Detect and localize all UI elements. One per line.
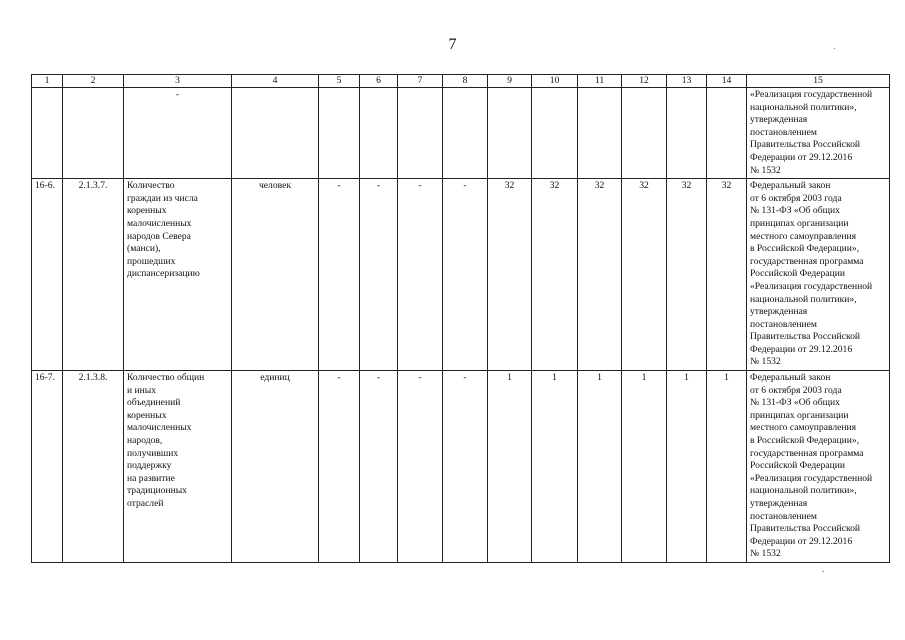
table-cell	[488, 88, 532, 179]
table-cell	[622, 88, 667, 179]
value-cell: -	[319, 179, 360, 371]
legal-basis-cell: Федеральный закон от 6 октября 2003 года № 131-ФЗ «Об общих принципах организации местного самоуправления в Российской Федерации», государственная программа Российской Федерации «Реализация государственной национальной политики», утвержденная постановлением Правительства Российской Федерации от 29.12.2016 № 1532	[747, 371, 890, 563]
header-cell: 11	[578, 75, 622, 88]
value-cell: 1	[667, 371, 707, 563]
indicator-name-cell: Количество граждан из числа коренных малочисленных народов Севера (манси), прошедших диспансеризацию	[124, 179, 232, 371]
value-cell: -	[360, 371, 398, 563]
header-cell: 7	[398, 75, 443, 88]
table-cell	[578, 88, 622, 179]
value-cell: 32	[622, 179, 667, 371]
table-cell	[63, 88, 124, 179]
code-cell: 2.1.3.7.	[63, 179, 124, 371]
row-number-cell: 16-6.	[32, 179, 63, 371]
header-cell: 6	[360, 75, 398, 88]
header-cell: 3	[124, 75, 232, 88]
table-row-continuation	[32, 88, 890, 179]
header-cell: 9	[488, 75, 532, 88]
scan-speck	[822, 571, 824, 573]
value-cell: 32	[532, 179, 578, 371]
table-row	[32, 371, 890, 563]
value-cell: 32	[667, 179, 707, 371]
table-cell	[319, 88, 360, 179]
table-cell	[532, 88, 578, 179]
indicator-name-cell: Количество общин и иных объединений коренных малочисленных народов, получивших поддержку на развитие традиционных отраслей	[124, 371, 232, 563]
value-cell: 1	[578, 371, 622, 563]
table-cell	[32, 88, 63, 179]
header-cell: 15	[747, 75, 890, 88]
value-cell: 1	[488, 371, 532, 563]
header-cell: 10	[532, 75, 578, 88]
legal-basis-cell: Федеральный закон от 6 октября 2003 года № 131-ФЗ «Об общих принципах организации местного самоуправления в Российской Федерации», государственная программа Российской Федерации «Реализация государственной национальной политики», утвержденная постановлением Правительства Российской Федерации от 29.12.2016 № 1532	[747, 179, 890, 371]
indicators-table	[31, 74, 890, 563]
header-cell: 4	[232, 75, 319, 88]
value-cell: -	[398, 371, 443, 563]
page-number: 7	[448, 36, 457, 53]
header-cell: 12	[622, 75, 667, 88]
table-cell: -	[124, 88, 232, 179]
table-cell	[360, 88, 398, 179]
value-cell: 32	[707, 179, 747, 371]
legal-basis-cell: «Реализация государственной национальной политики», утвержденная постановлением Правительства Российской Федерации от 29.12.2016 № 1532	[747, 88, 890, 179]
table-cell	[398, 88, 443, 179]
table-cell	[232, 88, 319, 179]
header-cell: 2	[63, 75, 124, 88]
value-cell: 32	[488, 179, 532, 371]
table-cell	[707, 88, 747, 179]
row-number-cell: 16-7.	[32, 371, 63, 563]
table-cell	[443, 88, 488, 179]
value-cell: -	[319, 371, 360, 563]
value-cell: 1	[532, 371, 578, 563]
unit-cell: единиц	[232, 371, 319, 563]
code-cell: 2.1.3.8.	[63, 371, 124, 563]
value-cell: 32	[578, 179, 622, 371]
value-cell: -	[398, 179, 443, 371]
unit-cell: человек	[232, 179, 319, 371]
value-cell: -	[360, 179, 398, 371]
value-cell: 1	[622, 371, 667, 563]
header-cell: 5	[319, 75, 360, 88]
header-cell: 14	[707, 75, 747, 88]
header-cell: 8	[443, 75, 488, 88]
scan-speck	[834, 48, 835, 49]
header-cell: 13	[667, 75, 707, 88]
value-cell: -	[443, 371, 488, 563]
table-row	[32, 179, 890, 371]
value-cell: 1	[707, 371, 747, 563]
table-cell	[667, 88, 707, 179]
header-row	[32, 75, 890, 88]
value-cell: -	[443, 179, 488, 371]
header-cell: 1	[32, 75, 63, 88]
